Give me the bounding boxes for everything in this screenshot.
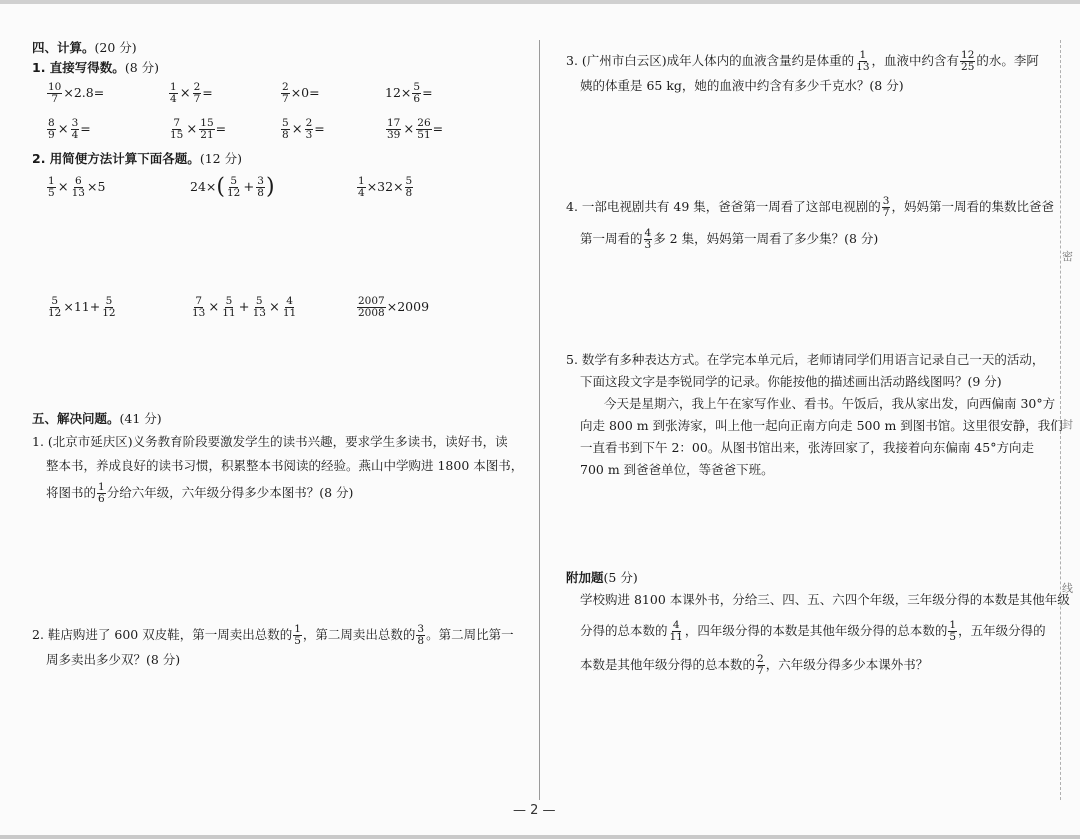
problem1-line1: 1. (北京市延庆区)义务教育阶段要激发学生的读书兴趣，要求学生多读书，读好书，读 bbox=[32, 434, 508, 449]
section5-score: (41 分) bbox=[119, 411, 162, 426]
bonus-line2: 分得的总本数的 $\frac{4}{11}$ ，四年级分得的本数是其他年级分得的总本数的 $\frac{1}{5}$ ，五年级分得的 bbox=[580, 619, 1046, 643]
section4-title: 四、计算。 bbox=[32, 40, 95, 55]
q1-title: 1. 直接写得数。 bbox=[32, 60, 125, 75]
seal-char-1: 密 bbox=[1062, 250, 1073, 263]
problem5-line4: 向走 800 m 到张涛家，叫上他一起向正南方向走 500 m 到图书馆。这里很安静，我们 bbox=[580, 418, 1063, 433]
section5-header bbox=[32, 411, 162, 427]
problem4-line1: 4. 一部电视剧共有 49 集，爸爸第一周看了这部电视剧的 $\frac{3}{7}$ ，妈妈第一周看的集数比爸爸 bbox=[566, 195, 1054, 219]
bonus-score: (5 分) bbox=[603, 570, 638, 585]
bonus-line3: 本数是其他年级分得的总本数的 $\frac{2}{7}$ ，六年级分得多少本课外书？ bbox=[580, 653, 929, 677]
section4-score: (20 分) bbox=[94, 40, 137, 55]
problem4-line2: 第一周看的 $\frac{4}{3}$ 多 2 集，妈妈第一周看了多少集？(8 分) bbox=[580, 227, 879, 251]
seal-char-2: 封 bbox=[1062, 418, 1073, 431]
fraction: $\frac{10}{7}$ bbox=[48, 81, 62, 105]
problem5-line5: 一直看书到下午 2：00。从图书馆出来，张涛回家了，我接着向东偏南 45°方向走 bbox=[580, 440, 1034, 455]
calc-a3: $\frac{2}{7}$ ×0= bbox=[282, 81, 320, 105]
calc-b4: $\frac{17}{39}$ × $\frac{26}{51}$ = bbox=[387, 117, 444, 141]
calc-a1: $\frac{10}{7}$ ×2.8= bbox=[48, 81, 105, 105]
problem5-line2: 下面这段文字是李锐同学的记录。你能按他的描述画出活动路线图吗？(9 分) bbox=[580, 374, 1002, 389]
q1-score: (8 分) bbox=[124, 60, 159, 75]
section5-title: 五、解决问题。 bbox=[32, 411, 120, 426]
seal-char-3: 线 bbox=[1062, 582, 1073, 595]
bonus-header bbox=[566, 570, 638, 586]
bottom-edge bbox=[0, 835, 1080, 839]
problem3-line1: 3. (广州市白云区)成年人体内的血液含量约是体重的 $\frac{1}{13}$ ，血液中约含有 $\frac{12}{25}$ 的水。李阿 bbox=[566, 49, 1039, 73]
calc-c1: $\frac{1}{5}$ × $\frac{6}{13}$ ×5 bbox=[48, 175, 106, 199]
problem5-line6: 700 m 到爸爸单位，等爸爸下班。 bbox=[580, 462, 774, 477]
problem1-line3: 将图书的 $\frac{1}{6}$ 分给六年级，六年级分得多少本图书？(8 分) bbox=[46, 481, 354, 505]
calc-c2: 24×( $\frac{5}{12}$ + $\frac{3}{8}$ ) bbox=[190, 174, 275, 200]
problem2-line1: 2. 鞋店购进了 600 双皮鞋，第一周卖出总数的 $\frac{1}{5}$ ，第二周卖出总数的 $\frac{3}{8}$ 。第二周比第一 bbox=[32, 623, 514, 647]
problem2-line2: 周多卖出多少双？(8 分) bbox=[46, 652, 181, 667]
problem5-line1: 5. 数学有多种表达方式。在学完本单元后，老师请同学们用语言记录自己一天的活动， bbox=[566, 352, 1045, 367]
calc-a2: $\frac{1}{4}$ × $\frac{2}{7}$ = bbox=[170, 81, 213, 105]
section4-header bbox=[32, 40, 137, 56]
bonus-line1: 学校购进 8100 本课外书，分给三、四、五、六四个年级，三年级分得的本数是其他年级 bbox=[580, 592, 1070, 607]
column-divider bbox=[539, 40, 540, 800]
bonus-title: 附加题 bbox=[566, 570, 604, 585]
calc-d3: $\frac{2007}{2008}$ ×2009 bbox=[358, 295, 430, 319]
q1-header bbox=[32, 60, 159, 76]
calc-d2: $\frac{7}{13}$ × $\frac{5}{11}$ + $\frac{5}{13}$ × $\frac{4}{11}$ bbox=[192, 295, 297, 319]
q2-header bbox=[32, 151, 242, 167]
calc-b3: $\frac{5}{8}$ × $\frac{2}{3}$ = bbox=[282, 117, 325, 141]
problem1-line2: 整本书，养成良好的读书习惯，积累整本书阅读的经验。燕山中学购进 1800 本图书， bbox=[46, 458, 524, 473]
problem3-line2: 姨的体重是 65 kg，她的血液中约含有多少千克水？(8 分) bbox=[580, 78, 904, 93]
calc-b2: $\frac{7}{15}$ × $\frac{15}{21}$ = bbox=[170, 117, 227, 141]
page-number: — 2 — bbox=[513, 803, 556, 818]
q2-title: 2. 用简便方法计算下面各题。 bbox=[32, 151, 200, 166]
top-edge bbox=[0, 0, 1080, 4]
q2-score: (12 分) bbox=[199, 151, 242, 166]
calc-d1: $\frac{5}{12}$ ×11+ $\frac{5}{12}$ bbox=[48, 295, 116, 319]
calc-c3: $\frac{1}{4}$ ×32× $\frac{5}{8}$ bbox=[358, 175, 413, 199]
calc-b1: $\frac{8}{9}$ × $\frac{3}{4}$ = bbox=[48, 117, 91, 141]
calc-a4: 12× $\frac{5}{6}$ = bbox=[385, 81, 433, 105]
problem5-line3: 今天是星期六，我上午在家写作业、看书。午饭后，我从家出发，向西偏南 30°方 bbox=[604, 396, 1056, 411]
